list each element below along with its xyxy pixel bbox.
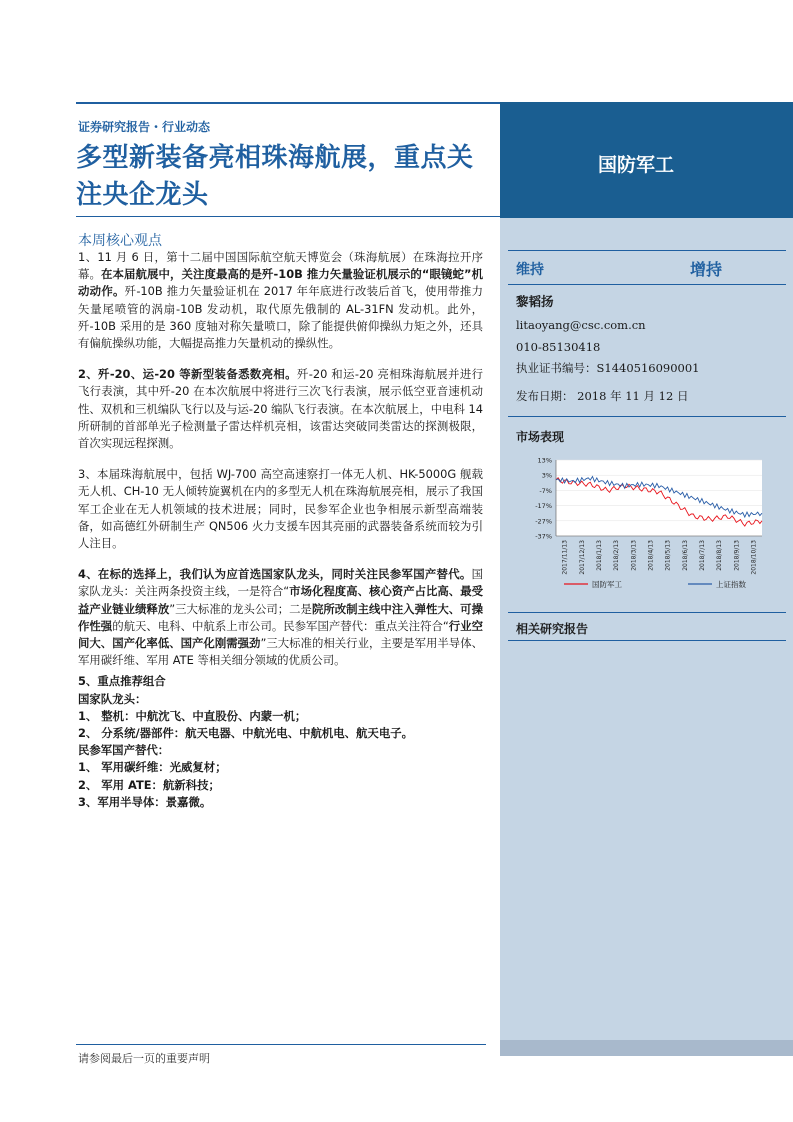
civil-item-1 [78,759,483,776]
rating-value: 增持 [690,260,723,279]
p1-detail: 歼-10B 推力矢量验证机在 2017 年年底进行改装后首飞，使用带推力矢量尾喷管的涡扇-10B 发动机，取代原先俄制的 AL-31FN 发动机。此外，歼-10B 采用的是 360 度轴对称矢量喷口，除了能提供俯仰操纵力矩之外，还具有偏航操纵功能，大幅提高推力矢量机动的操纵性。 [78,284,483,351]
chart-plot-area [556,460,762,536]
p4-bold-3: 行业空间大、国产化率低、国产化刚需强劲 [78,618,483,651]
national-item-1-text: 1、 整机：中航沈飞、中直股份、内蒙一机； [78,708,307,723]
body-text [78,249,483,811]
chart-x-tick-label: 2018/7/13 [698,540,706,571]
chart-x-tick-label: 2018/6/13 [681,540,689,571]
paragraph-1 [78,249,483,352]
civil-heading-text: 民参军国产替代： [78,743,170,758]
title-rule [76,216,500,217]
civil-item-2 [78,777,483,794]
chart-legend-label: 上证指数 [716,580,746,589]
market-chart [510,452,772,597]
p2-highlight: 2、歼-20、运-20 等新型装备悉数亮相。 [78,367,297,382]
paragraph-2 [78,366,483,452]
civil-heading [78,742,483,759]
report-title: 多型新装备亮相珠海航展，重点关注央企龙头 [76,143,474,210]
civil-item-1-text: 1、 军用碳纤维：光威复材； [78,760,227,775]
chart-y-tick-label: -27% [535,517,552,526]
chart-x-tick-label: 2018/8/13 [716,540,724,571]
p4-text-2: ”三大标准的龙头公司；二是 [169,601,312,616]
analyst-email: litaoyang@csc.com.cn [516,318,646,332]
chart-x-tick-label: 2018/4/13 [647,540,655,571]
market-chart-svg [510,452,772,597]
p4-highlight: 4、在标的选择上，我们认为应首选国家队龙头，同时关注民参军国产替代。 [78,567,472,582]
sidebar-rule-1 [508,250,786,251]
chart-y-tick-label: -37% [535,532,552,541]
sidebar-rule-5 [508,640,786,641]
national-item-2 [78,725,483,742]
p4-text-3: 的航天、电科、中航系上市公司。民参军国产替代：重点关注符合“ [112,618,449,633]
report-kicker: 证券研究报告・行业动态 [78,120,211,134]
chart-x-tick-label: 2018/9/13 [733,540,741,571]
analyst-cert: 执业证书编号：S1440516090001 [516,361,700,375]
chart-x-tick-label: 2017/11/13 [561,540,569,575]
civil-item-2-text: 2、 军用 ATE：航新科技； [78,777,220,792]
p5-heading-text: 5、重点推荐组合 [78,674,166,689]
chart-legend-label: 国防军工 [592,580,622,589]
chart-x-tick-label: 2018/5/13 [664,540,672,571]
sector-label: 国防军工 [598,154,675,176]
civil-item-3-text: 3、军用半导体：景嘉微。 [78,794,212,809]
national-item-1 [78,708,483,725]
chart-y-tick-label: 13% [537,456,552,465]
p4-text-4: ”三大标准的相关行业，主要是军用半导体、军用碳纤维、军用 ATE 等相关细分领域的优质公司。 [78,636,483,668]
rating-action: 维持 [516,262,544,278]
p4-bold-1: 市场化程度高、核心资产占比高、最受益产业链业绩释放 [78,584,483,616]
national-heading [78,691,483,708]
sidebar-rule-4 [508,612,786,613]
p1-highlight: 在本届航展中，关注度最高的是歼-10B 推力矢量验证机展示的“眼镜蛇”机动动作。 [78,267,483,299]
chart-y-tick-label: -7% [539,486,552,495]
sidebar-rule-2 [508,284,786,285]
p4-text-1: 国家队龙头：关注两条投资主线，一是符合“ [78,567,483,599]
chart-y-tick-label: 3% [541,471,552,480]
chart-x-tick-label: 2018/3/13 [630,540,638,571]
core-view-heading: 本周核心观点 [78,233,162,249]
chart-x-tick-label: 2018/2/13 [613,540,621,571]
chart-x-tick-label: 2017/12/13 [578,540,586,575]
p1-intro: 1、11 月 6 日，第十二届中国国际航空航天博览会（珠海航展）在珠海拉开序幕。 [78,250,483,282]
footer-note: 请参阅最后一页的重要声明 [78,1052,210,1065]
top-rule [76,102,500,104]
chart-x-tick-label: 2018/1/13 [595,540,603,571]
market-label: 市场表现 [516,430,565,444]
footer-rule [76,1044,486,1045]
paragraph-3: 3、本届珠海航展中，包括 WJ-700 高空高速察打一体无人机、HK-5000G 舰载无人机、CH-10 无人倾转旋翼机在内的多型无人机在珠海航展亮相，展示了我国军工企业在无人机领域的技术进展；同时，民参军企业也争相展示新型高端装备，如高德红外研制生产 QN506 火力支援车因其亮丽的武器装备系统而较为引人注目。 [78,467,483,551]
paragraph-4 [78,566,483,669]
chart-x-tick-label: 2018/10/13 [750,540,758,575]
civil-item-3 [78,794,483,811]
publish-date: 发布日期： 2018 年 11 月 12 日 [516,389,689,403]
analyst-phone: 010-85130418 [516,340,601,354]
chart-y-tick-label: -17% [535,502,552,511]
sidebar-bottom-band [500,1040,793,1056]
analyst-name: 黎韬扬 [516,294,554,309]
sidebar-rule-3 [508,416,786,417]
p2-detail: 歼-20 和运-20 亮相珠海航展并进行飞行表演，其中歼-20 在本次航展中将进行三次飞行表演，展示低空亚音速机动性、双机和三机编队飞行以及与运-20 编队飞行表演。在本次航展上，中电科 14 所研制的首部单光子检测量子雷达样机亮相，该雷达突破同类雷达的探测极限，首次实现远程探测。 [78,367,483,451]
p4-bold-2: 院所改制主线中注入弹性大、可操作性强 [78,601,483,633]
p5-heading [78,673,483,690]
related-label: 相关研究报告 [516,622,589,636]
national-item-2-text: 2、 分系统/器部件：航天电器、中航光电、中航机电、航天电子。 [78,726,413,741]
national-heading-text: 国家队龙头： [78,691,147,706]
